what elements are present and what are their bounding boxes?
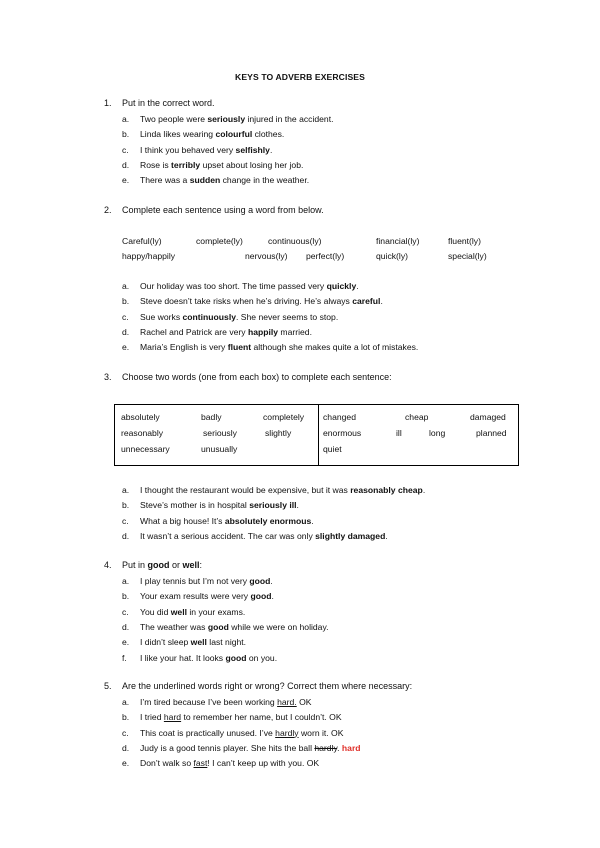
item-text-after: clothes. (252, 129, 285, 140)
word-option: fluent(ly) (448, 236, 481, 246)
left-box-word: unnecessary (121, 444, 170, 454)
item-text-after: to remember her name, but I couldn’t. OK (181, 712, 342, 723)
item-letter: d. (122, 159, 130, 170)
item-letter: b. (122, 296, 130, 307)
answer-item (122, 576, 273, 586)
answer-word: happily (247, 326, 279, 337)
answer-item (122, 160, 303, 170)
answer-word: slightly damaged (315, 530, 386, 541)
answer-word: reasonably cheap (350, 485, 423, 495)
item-text-before: Two people were (140, 114, 208, 124)
item-text-before: I’m tired because I’ve been working (140, 697, 278, 707)
item-text-after: . She never seems to stop. (236, 311, 339, 322)
item-letter: e. (122, 637, 130, 648)
answer-word: good (225, 652, 247, 663)
answer-word: seriously ill (249, 500, 297, 511)
item-text-after: change in the weather. (220, 175, 310, 186)
question-text: Choose two words (one from each box) to complete each sentence: (122, 372, 392, 382)
question-text: Are the underlined words right or wrong? Correct them where necessary: (122, 681, 413, 691)
answer-item (122, 296, 383, 306)
right-box-word: damaged (470, 412, 506, 422)
item-text-after: . (337, 742, 340, 753)
item-letter: c. (122, 727, 129, 738)
item-text-before: Rose is (140, 159, 172, 170)
item-text-before: I play tennis but I’m not very (140, 576, 250, 586)
item-letter: d. (122, 326, 130, 337)
answer-word: good (207, 621, 229, 632)
answer-item (122, 516, 314, 526)
item-letter: b. (122, 712, 130, 723)
word-option: Careful(ly) (122, 236, 162, 246)
answer-word: well (190, 637, 207, 648)
item-text-after: worn it. OK (298, 727, 344, 738)
question-number: 2. (104, 205, 112, 215)
answer-item (122, 591, 274, 601)
answer-item (122, 327, 312, 337)
question-text: Complete each sentence using a word from below. (122, 205, 324, 215)
item-text-after: . (270, 576, 273, 586)
right-box-word: quiet (323, 444, 342, 454)
item-letter: c. (122, 515, 129, 526)
item-text-after: . (311, 515, 314, 526)
word-box (114, 404, 519, 466)
right-box-word: ill (396, 428, 402, 438)
item-text-before: Steve doesn’t take risks when he’s driving. He’s always (140, 296, 353, 307)
word-option: continuous(ly) (268, 236, 322, 246)
item-text-before: Maria’s English is very (140, 342, 228, 353)
item-text-before: Don’t walk so (140, 758, 194, 769)
answer-word: colourful (215, 129, 253, 140)
item-text-before: Your exam results were very (140, 591, 251, 602)
item-text-after: . (422, 485, 426, 495)
answer-item (122, 145, 272, 155)
question-number: 5. (104, 681, 112, 691)
answer-word: quickly (326, 281, 357, 291)
answer-item (122, 637, 246, 647)
item-text-before: There was a (140, 175, 190, 186)
word-option: complete(ly) (196, 236, 243, 246)
word-option: happy/happily (122, 251, 176, 261)
word-option: financial(ly) (376, 236, 420, 246)
answer-word: fluent (227, 342, 252, 353)
item-letter: d. (122, 621, 130, 632)
answer-item (122, 342, 418, 352)
item-letter: a. (122, 114, 130, 124)
answer-item (122, 129, 284, 139)
item-text-after: in your exams. (187, 606, 246, 617)
answer-word: careful (352, 296, 381, 307)
answer-item (122, 622, 329, 632)
answer-item (122, 728, 343, 738)
item-text-before: What a big house! It’s (140, 515, 225, 526)
left-box-word: unusually (201, 444, 238, 454)
item-text-after: . (271, 591, 274, 602)
item-text-after: while we were on holiday. (228, 621, 329, 632)
item-text-after: upset about losing her job. (200, 159, 304, 170)
answer-item (122, 281, 359, 291)
item-letter: e. (122, 175, 130, 186)
word-option: special(ly) (448, 251, 487, 261)
item-text-before: Sue works (140, 311, 183, 322)
answer-item (122, 175, 309, 185)
left-box-word: badly (201, 412, 222, 422)
answer-item (122, 758, 319, 768)
page-title: KEYS TO ADVERB EXERCISES (235, 72, 365, 82)
item-letter: b. (122, 591, 130, 602)
answer-item (122, 743, 361, 753)
item-letter: a. (122, 281, 130, 291)
answer-word: continuously (182, 311, 236, 322)
answer-item (122, 531, 388, 541)
item-letter: a. (122, 697, 130, 707)
word-option: quick(ly) (376, 251, 408, 261)
item-text-after: . (269, 144, 273, 155)
answer-item (122, 114, 334, 124)
answer-word: sudden (189, 175, 221, 186)
item-text-after: . (385, 530, 388, 541)
answer-word: seriously (207, 114, 246, 124)
item-letter: c. (122, 144, 129, 155)
struck-word: hardly (314, 742, 338, 753)
item-text-before: You did (140, 606, 171, 617)
item-text-before: The weather was (140, 621, 208, 632)
answer-item (122, 312, 338, 322)
item-text-before: I thought the restaurant would be expensive, but it was (140, 485, 351, 495)
right-box-word: changed (323, 412, 356, 422)
left-box-word: slightly (265, 428, 292, 438)
item-text-after: ! I can’t keep up with you. OK (207, 758, 320, 769)
box-divider (318, 405, 319, 465)
answer-word: absolutely enormous (224, 515, 312, 526)
item-text-after: married. (278, 326, 312, 337)
item-text-before: Linda likes wearing (140, 129, 216, 140)
right-box-word: planned (476, 428, 507, 438)
item-text-before: It wasn’t a serious accident. The car was only (140, 530, 316, 541)
left-box-word: reasonably (121, 428, 164, 438)
underlined-word: hardly (275, 727, 299, 738)
item-text-after: . (356, 281, 359, 291)
item-text-before: Steve’s mother is in hospital (140, 500, 250, 511)
left-box-word: seriously (203, 428, 237, 438)
item-text-before: Judy is a good tennis player. She hits the ball (140, 742, 315, 753)
answer-word: well (170, 606, 187, 617)
item-text-after: OK (296, 697, 312, 707)
item-text-before: I think you behaved very (140, 144, 236, 155)
right-box-word: cheap (405, 412, 429, 422)
item-letter: c. (122, 311, 129, 322)
item-text-before: I didn’t sleep (140, 637, 191, 648)
item-letter: b. (122, 129, 130, 140)
item-letter: f. (122, 652, 127, 663)
item-text-after: . (296, 500, 299, 511)
word-option: nervous(ly) (245, 251, 288, 261)
left-box-word: completely (263, 412, 305, 422)
question-number: 1. (104, 98, 112, 108)
item-text-after: on you. (246, 652, 278, 663)
item-text-before: I tried (140, 712, 164, 723)
question-number: 3. (104, 372, 112, 382)
item-letter: a. (122, 485, 130, 495)
underlined-word: hard (163, 712, 182, 723)
answer-item (122, 712, 342, 722)
item-text-after: last night. (206, 637, 247, 648)
item-letter: b. (122, 500, 130, 511)
answer-word: good (250, 591, 272, 602)
question-text: Put in good or well: (122, 560, 203, 570)
answer-item (122, 697, 312, 707)
item-letter: c. (122, 606, 129, 617)
answer-item (122, 500, 299, 510)
answer-word: terribly (171, 159, 201, 170)
right-box-word: long (429, 428, 446, 438)
answer-word: selfishly (235, 144, 270, 155)
item-letter: d. (122, 530, 130, 541)
item-letter: a. (122, 576, 130, 586)
item-text-after: although she makes quite a lot of mistakes. (251, 342, 419, 353)
left-box-word: absolutely (121, 412, 160, 422)
question-number: 4. (104, 560, 112, 570)
item-text-before: I like your hat. It looks (140, 652, 226, 663)
answer-item (122, 653, 277, 663)
question-text: Put in the correct word. (122, 98, 215, 108)
answer-word: good (249, 576, 271, 586)
underlined-word: hard. (277, 697, 297, 707)
item-text-after: injured in the accident. (245, 114, 334, 124)
correction-word: hard (339, 742, 361, 753)
item-text-after: . (380, 296, 383, 307)
item-letter: e. (122, 342, 130, 353)
word-option: perfect(ly) (306, 251, 345, 261)
answer-item (122, 607, 245, 617)
answer-item (122, 485, 425, 495)
underlined-word: fast (193, 758, 208, 769)
item-text-before: Our holiday was too short. The time passed very (140, 281, 327, 291)
item-text-before: This coat is practically unused. I’ve (140, 727, 276, 738)
item-letter: d. (122, 742, 130, 753)
item-text-before: Rachel and Patrick are very (140, 326, 248, 337)
item-letter: e. (122, 758, 130, 769)
right-box-word: enormous (323, 428, 362, 438)
